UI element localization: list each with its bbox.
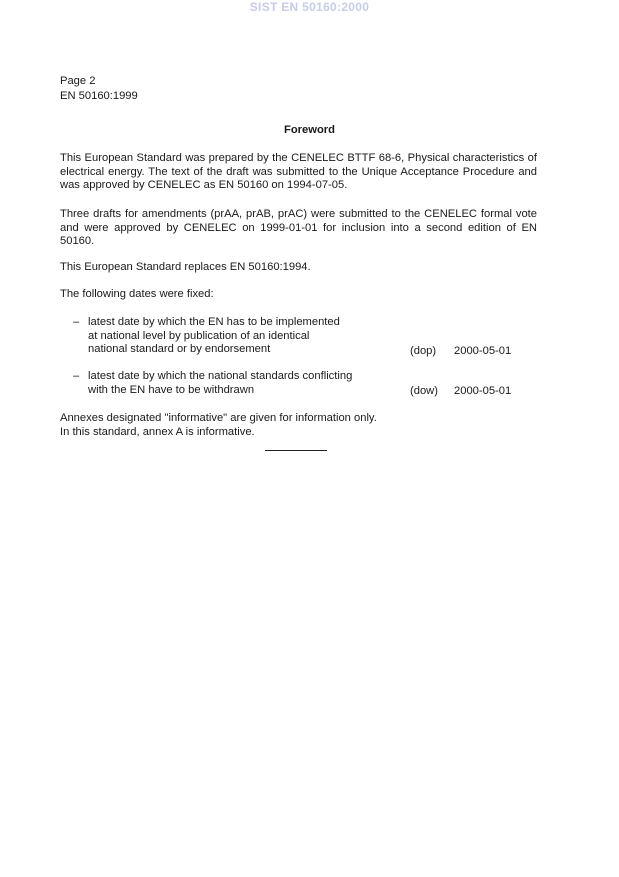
date-value: 2000-05-01: [454, 345, 512, 357]
date-item-dop: [60, 316, 540, 358]
description-line: at national level by publication of an identical: [88, 329, 310, 342]
date-item-dow: [60, 370, 540, 400]
page-number: Page 2: [60, 75, 96, 87]
annex-note: [60, 412, 537, 439]
document-id: EN 50160:1999: [60, 90, 138, 102]
date-code: (dow): [410, 385, 438, 397]
date-code: (dop): [410, 345, 437, 357]
paragraph-dates-intro: The following dates were fixed:: [60, 288, 214, 300]
paragraph-replaces: This European Standard replaces EN 50160:1994.: [60, 261, 311, 273]
end-rule: [265, 450, 327, 451]
description-line: with the EN have to be withdrawn: [88, 383, 255, 396]
date-item-description: [88, 370, 388, 397]
date-value: 2000-05-01: [454, 385, 512, 397]
page-header: [60, 74, 138, 104]
annex-note-line: Annexes designated "informative" are given for information only.: [60, 412, 377, 424]
list-dash: –: [73, 316, 80, 328]
description-line: latest date by which the national standards conflicting: [88, 370, 353, 382]
section-title: Foreword: [284, 124, 335, 136]
list-dash: –: [73, 370, 80, 382]
paragraph-amendments: Three drafts for amendments (prAA, prAB, prAC) were submitted to the CENELEC formal vote and were approved by CENELEC on 1999-01-01 for inclusion into a second edition of EN 50160.: [60, 208, 537, 247]
annex-note-line: In this standard, annex A is informative.: [60, 425, 255, 438]
description-line: latest date by which the EN has to be implemented: [88, 316, 340, 328]
watermark: SIST EN 50160:2000: [249, 0, 370, 14]
date-item-description: [88, 316, 388, 357]
description-line: national standard or by endorsement: [88, 343, 271, 355]
paragraph-prepared-by: This European Standard was prepared by the CENELEC BTTF 68-6, Physical characteristics of electrical energy. The text of the draft was submitted to the Unique Acceptance Procedure and was approved by CENELEC as EN 50160 on 1994-07-05.: [60, 152, 537, 191]
